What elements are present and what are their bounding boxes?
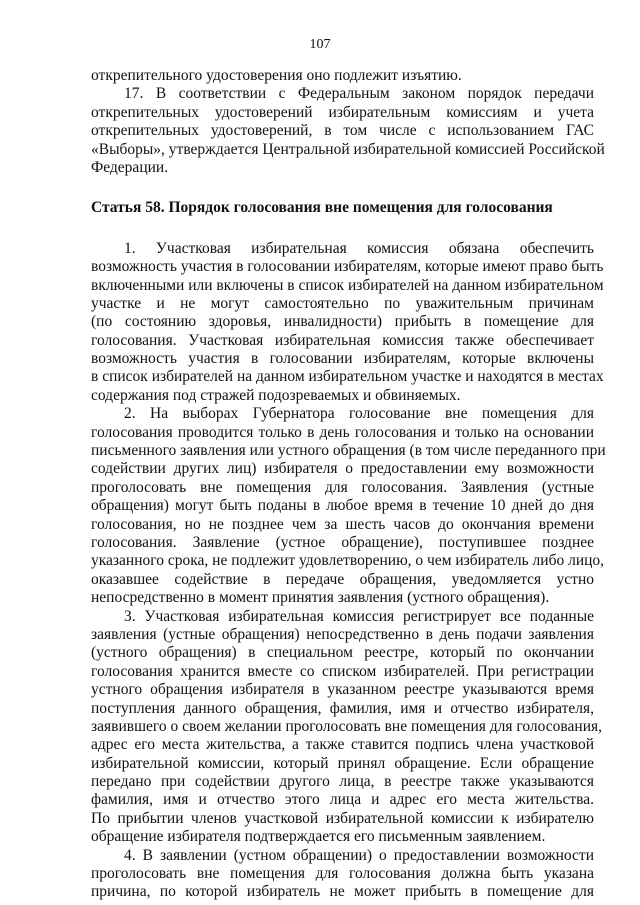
text-line: устного обращения избирателя в указанном реестре указываются время (91, 681, 594, 699)
text-line: открепительных удостоверений, в том числе с использованием ГАС (91, 122, 594, 140)
text-line: указанного срока, не подлежит удовлетворению, о чем избиратель либо лицо, (91, 552, 605, 570)
text-line: включенными или включены в список избирателей на данном избирательном (91, 276, 604, 294)
text-line: фамилия, имя и отчество этого лица и адрес его места жительства. (91, 791, 594, 809)
text-line: в список избирателей на данном избирательном участке и находятся в местах (91, 368, 604, 386)
text-line: оказавшее содействие в передаче обращения, уведомляется устно (91, 570, 594, 588)
text-line: письменного заявления или устного обращения (в том числе переданного при (91, 442, 606, 460)
text-line: непосредственно в момент принятия заявления (устного обращения). (91, 589, 550, 607)
text-line: голосования, но не позднее чем за шесть часов до окончания времени (91, 515, 594, 533)
text-line: голосования хранится вместе со списком избирателей. При регистрации (91, 662, 594, 680)
text-line: 2. На выборах Губернатора голосование вне помещения для (124, 405, 594, 423)
text-line: содействии других лиц) избирателя о предоставлении ему возможности (91, 460, 594, 478)
text-line: обращения) могут быть поданы в любое время в течение 10 дней до дня (91, 497, 594, 515)
text-line: голосования проводится только в день голосования и только на основании (91, 423, 594, 441)
text-line: 4. В заявлении (устном обращении) о предоставлении возможности (124, 846, 594, 864)
text-line: «Выборы», утверждается Центральной избирательной комиссией Российской (91, 140, 605, 158)
text-line: передано при содействии другого лица, в реестре также указываются (91, 773, 594, 791)
text-line: содержания под стражей подозреваемых и обвиняемых. (91, 386, 461, 404)
text-line: (устного обращения) в специальном реестре, который по окончании (91, 644, 594, 662)
text-line: проголосовать вне помещения для голосования. Заявления (устные (91, 478, 594, 496)
text-line: открепительных удостоверений избирательным комиссиям и учета (91, 103, 594, 121)
spacer (91, 177, 594, 199)
text-line: причина, по которой избиратель не может прибыть в помещение для (91, 883, 594, 901)
text-line: проголосовать вне помещения для голосования должна быть указана (91, 865, 594, 883)
text-line: По прибытии членов участковой избирательной комиссии к избирателю (91, 809, 594, 827)
document-body (91, 67, 606, 902)
text-line: голосования. Заявление (устное обращение), поступившее позднее (91, 533, 594, 551)
text-line: участке и не могут самостоятельно по уважительным причинам (91, 294, 594, 312)
text-line: поступления данного обращения, фамилия, имя и отчество избирателя, (91, 699, 594, 717)
text-line: обращение избирателя подтверждается его письменным заявлением. (91, 828, 546, 846)
text-line: 1. Участковая избирательная комиссия обязана обеспечить (124, 239, 594, 257)
text-line: возможность участия в голосовании избирателям, которые имеют право быть (91, 258, 604, 276)
spacer (91, 218, 594, 240)
text-line: заявления (устные обращения) непосредственно в день подачи заявления (91, 625, 594, 643)
article-heading: Статья 58. Порядок голосования вне помещения для голосования (91, 199, 553, 217)
text-line: 3. Участковая избирательная комиссия регистрирует все поданные (124, 607, 594, 625)
text-line: голосования. Участковая избирательная комиссия также обеспечивает (91, 331, 594, 349)
text-block-before-heading (91, 67, 605, 177)
text-line: открепительного удостоверения оно подлежит изъятию. (91, 67, 462, 84)
text-line: избирательной комиссии, который принял обращение. Если обращение (91, 754, 594, 772)
text-block-after-heading (91, 239, 606, 902)
text-line: Федерации. (91, 158, 169, 176)
text-line: заявившего о своем желании проголосовать вне помещения для голосования, (91, 717, 603, 735)
text-line: адрес его места жительства, а также ставится подпись члена участковой (91, 736, 594, 754)
text-line: возможность участия в голосовании избирателям, которые включены (91, 350, 594, 368)
text-line: 17. В соответствии с Федеральным законом порядок передачи (124, 85, 594, 103)
page-number: 107 (309, 37, 331, 52)
text-line: (по состоянию здоровья, инвалидности) прибыть в помещение для (91, 313, 594, 331)
